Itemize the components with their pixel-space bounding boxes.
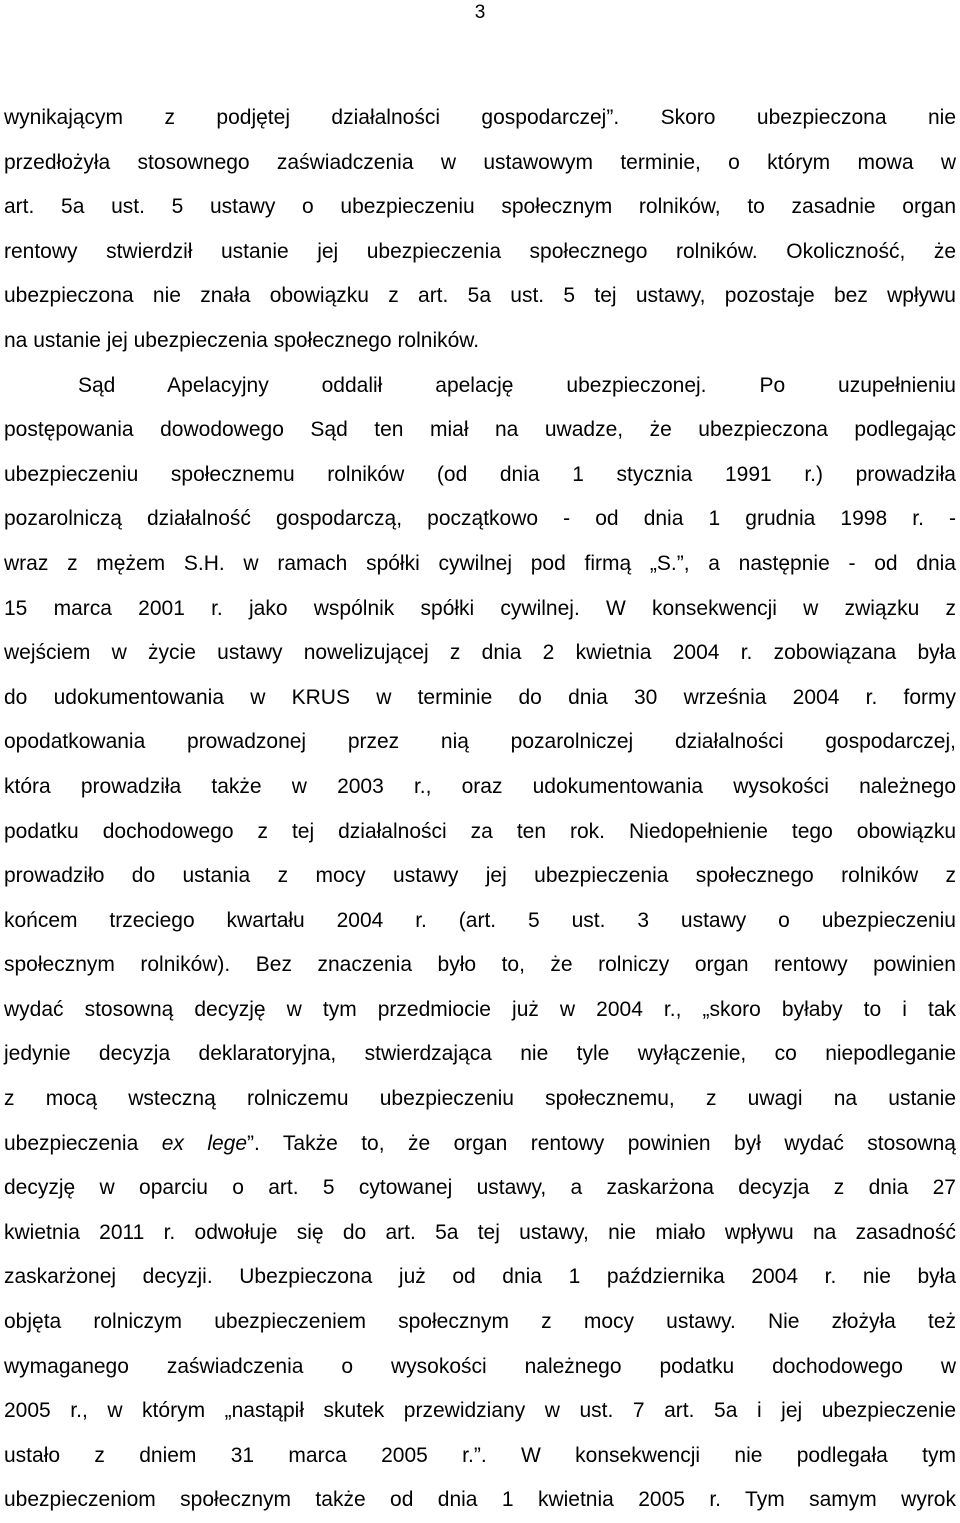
text-line: jedynie decyzja deklaratoryjna, stwierdzająca nie tyle wyłączenie, co niepodleganie bbox=[4, 1042, 956, 1066]
text-line: kwietnia 2011 r. odwołuje się do art. 5a tej ustawy, nie miało wpływu na zasadność bbox=[4, 1220, 956, 1244]
text-line: 2005 r., w którym „nastąpił skutek przewidziany w ust. 7 art. 5a i jej ubezpieczenie bbox=[4, 1399, 956, 1423]
text-line: prowadziło do ustania z mocy ustawy jej ubezpieczenia społecznego rolników z bbox=[4, 864, 956, 888]
text-line: postępowania dowodowego Sąd ten miał na uwadze, że ubezpieczona podlegając bbox=[4, 418, 956, 442]
text-line: ubezpieczona nie znała obowiązku z art. 5a ust. 5 tej ustawy, pozostaje bez wpływu bbox=[4, 284, 956, 308]
text-line: z mocą wsteczną rolniczemu ubezpieczeniu społecznemu, z uwagi na ustanie bbox=[4, 1087, 956, 1111]
text-line: Sąd Apelacyjny oddalił apelację ubezpieczonej. Po uzupełnieniu bbox=[78, 373, 956, 397]
text-line: decyzję w oparciu o art. 5 cytowanej ustawy, a zaskarżona decyzja z dnia 27 bbox=[4, 1176, 956, 1200]
text-line: wydać stosowną decyzję w tym przedmiocie już w 2004 r., „skoro byłaby to i tak bbox=[4, 997, 956, 1021]
text-line: ubezpieczenia ex lege”. Także to, że organ rentowy powinien był wydać stosowną bbox=[4, 1131, 956, 1155]
text-line: 15 marca 2001 r. jako wspólnik spółki cywilnej. W konsekwencji w związku z bbox=[4, 596, 956, 620]
text-line: która prowadziła także w 2003 r., oraz udokumentowania wysokości należnego bbox=[4, 774, 956, 798]
text-line: wymaganego zaświadczenia o wysokości należnego podatku dochodowego w bbox=[4, 1354, 956, 1378]
text-line: wraz z mężem S.H. w ramach spółki cywilnej pod firmą „S.”, a następnie - od dnia bbox=[4, 551, 956, 575]
text-line: art. 5a ust. 5 ustawy o ubezpieczeniu społecznym rolników, to zasadnie organ bbox=[4, 195, 956, 219]
text-line: ubezpieczeniu społecznemu rolników (od dnia 1 stycznia 1991 r.) prowadziła bbox=[4, 462, 956, 486]
latin-phrase: ex lege bbox=[161, 1131, 248, 1155]
text-line: objęta rolniczym ubezpieczeniem społecznym z mocy ustawy. Nie złożyła też bbox=[4, 1310, 956, 1334]
text-line: podatku dochodowego z tej działalności za ten rok. Niedopełnienie tego obowiązku bbox=[4, 819, 956, 843]
text-line: wejściem w życie ustawy nowelizującej z dnia 2 kwietnia 2004 r. zobowiązana była bbox=[4, 641, 956, 665]
text-line: zaskarżonej decyzji. Ubezpieczona już od dnia 1 października 2004 r. nie była bbox=[4, 1265, 956, 1289]
text-line: na ustanie jej ubezpieczenia społecznego rolników. bbox=[4, 328, 480, 352]
text-line: ustało z dniem 31 marca 2005 r.”. W konsekwencji nie podlegała tym bbox=[4, 1443, 956, 1467]
text-line: wynikającym z podjętej działalności gospodarczej”. Skoro ubezpieczona nie bbox=[4, 106, 956, 129]
text-line: pozarolniczą działalność gospodarczą, początkowo - od dnia 1 grudnia 1998 r. - bbox=[4, 507, 956, 531]
text-line: rentowy stwierdził ustanie jej ubezpieczenia społecznego rolników. Okoliczność, że bbox=[4, 239, 956, 263]
text-line: przedłożyła stosownego zaświadczenia w ustawowym terminie, o którym mowa w bbox=[4, 150, 956, 174]
body-text bbox=[4, 96, 956, 1523]
text-line: do udokumentowania w KRUS w terminie do dnia 30 września 2004 r. formy bbox=[4, 685, 956, 709]
text-line: społecznym rolników). Bez znaczenia było to, że rolniczy organ rentowy powinien bbox=[4, 953, 956, 977]
text-line: opodatkowania prowadzonej przez nią pozarolniczej działalności gospodarczej, bbox=[4, 730, 956, 754]
text-line: końcem trzeciego kwartału 2004 r. (art. 5 ust. 3 ustawy o ubezpieczeniu bbox=[4, 908, 956, 932]
page-number: 3 bbox=[474, 2, 486, 23]
text-line: ubezpieczeniom społecznym także od dnia 1 kwietnia 2005 r. Tym samym wyrok bbox=[4, 1488, 956, 1512]
